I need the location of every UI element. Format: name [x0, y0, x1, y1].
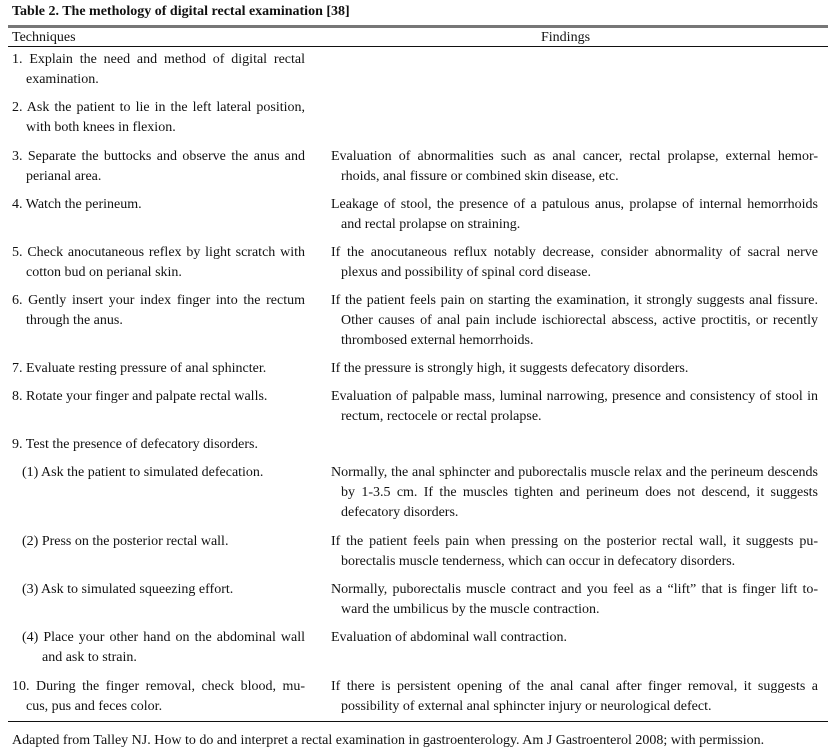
bottom-rule	[8, 721, 828, 722]
technique-cell: (1) Ask the patient to simulated defecation.	[22, 465, 264, 480]
top-rule	[8, 25, 828, 28]
finding-cell: Leakage of stool, the presence of a patulous anus, prolapse of internal hemorrhoids and rectal prolapse on straining.	[331, 197, 818, 232]
finding-cell: If the pressure is strongly high, it suggests defecatory disorders.	[331, 361, 689, 376]
finding-cell: Normally, puborectalis muscle contract and you feel as a “lift” that is finger lift to-ward the umbilicus by the muscle contraction.	[331, 582, 818, 617]
technique-cell: 1. Explain the need and method of digital rectal examination.	[12, 52, 305, 87]
finding-cell: Evaluation of palpable mass, luminal narrowing, presence and consistency of stool in rectum, rectocele or rectal prolapse.	[331, 389, 818, 424]
technique-cell: 5. Check anocutaneous reflex by light scratch with cotton bud on perianal skin.	[12, 245, 305, 280]
technique-cell: (3) Ask to simulated squeezing effort.	[22, 582, 234, 597]
table-footnote: Adapted from Talley NJ. How to do and interpret a rectal examination in gastroenterology. Am J Gastroenterol 2008; with permission.	[12, 733, 765, 748]
technique-cell: 9. Test the presence of defecatory disorders.	[12, 437, 258, 452]
technique-cell: 8. Rotate your finger and palpate rectal walls.	[12, 389, 268, 404]
finding-cell: Evaluation of abdominal wall contraction.	[331, 630, 567, 645]
technique-cell: 7. Evaluate resting pressure of anal sphincter.	[12, 361, 267, 376]
finding-cell: Normally, the anal sphincter and puborectalis muscle relax and the perineum descends by 1-3.5 cm. If the muscles tighten and perineum does not descend, it suggests defecatory disorders.	[331, 465, 818, 520]
finding-cell: If the anocutaneous reflux notably decrease, consider abnormality of sacral nerve plexus and possibility of spinal cord disease.	[331, 245, 818, 280]
header-findings: Findings	[541, 30, 591, 45]
technique-cell: 3. Separate the buttocks and observe the anus and perianal area.	[12, 149, 305, 184]
finding-cell: If the patient feels pain on starting the examination, it strongly suggests anal fissure. Other causes of anal pain include ischiorectal abscess, active proctitis, or recently thrombosed external hemorrhoids.	[331, 293, 818, 348]
technique-cell: (4) Place your other hand on the abdominal wall and ask to strain.	[22, 630, 305, 665]
technique-cell: 2. Ask the patient to lie in the left lateral position, with both knees in flexion.	[12, 100, 305, 135]
finding-cell: If there is persistent opening of the anal canal after finger removal, it suggests a possibility of external anal sphincter injury or neurological defect.	[331, 679, 818, 714]
header-techniques: Techniques	[12, 30, 76, 45]
technique-cell: 4. Watch the perineum.	[12, 197, 142, 212]
technique-cell: 10. During the finger removal, check blood, mu-cus, pus and feces color.	[12, 679, 305, 714]
header-rule	[8, 46, 828, 47]
finding-cell: Evaluation of abnormalities such as anal cancer, rectal prolapse, external hemor-rhoids, anal fissure or combined skin disease, etc.	[331, 149, 818, 184]
finding-cell: If the patient feels pain when pressing on the posterior rectal wall, it suggests pu-borectalis muscle tenderness, which can occur in defecatory disorders.	[331, 534, 818, 569]
table-title: Table 2. The methology of digital rectal examination [38]	[12, 4, 350, 19]
technique-cell: 6. Gently insert your index finger into the rectum through the anus.	[12, 293, 305, 328]
technique-cell: (2) Press on the posterior rectal wall.	[22, 534, 229, 549]
